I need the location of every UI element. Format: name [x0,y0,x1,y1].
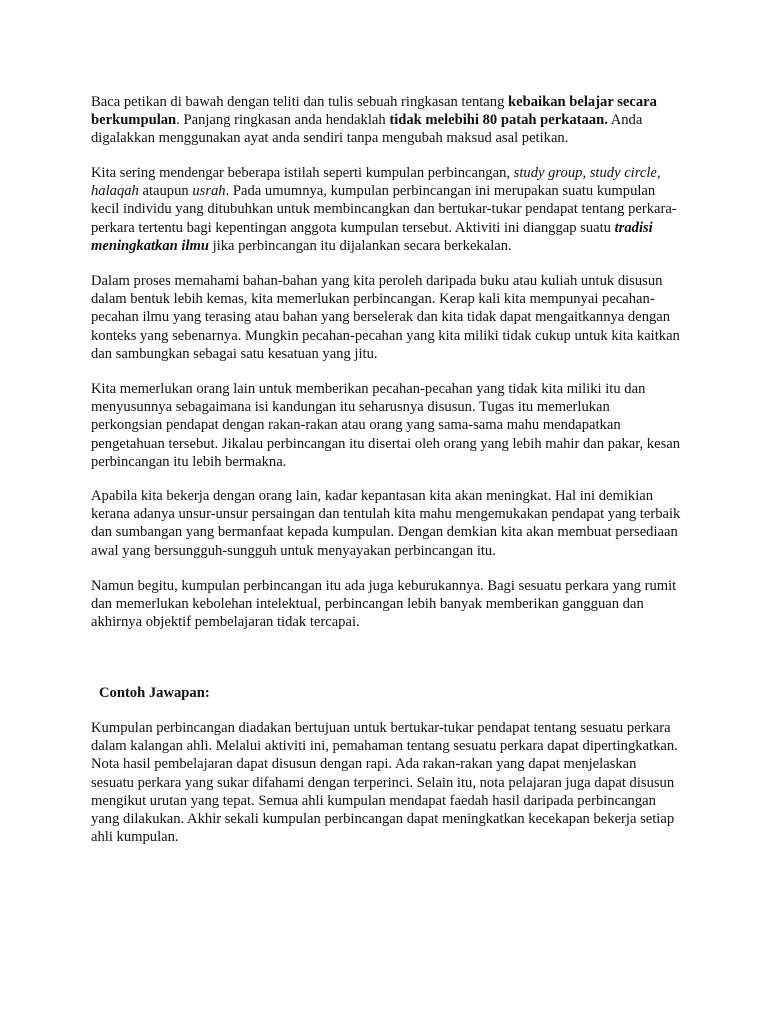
p1-italic-terms: study group, study circle, halaqah [91,165,661,200]
instruction-paragraph [91,93,681,148]
instruction-text-1: Baca petikan di bawah dengan teliti dan tulis sebuah ringkasan tentang [91,94,509,110]
passage-paragraph-4: Apabila kita bekerja dengan orang lain, kadar kepantasan kita akan meningkat. Hal ini demikian kerana adanya unsur-unsur persaingan dan tentulah kita mahu mengemukakan pendapat yang terbaik dan sumbangan yang bermanfaat kepada kumpulan. Dengan demkian kita akan membuat persediaan awal yang bersungguh-sungguh untuk menyayakan perbincangan itu. [91,488,681,559]
passage-paragraph-2: Dalam proses memahami bahan-bahan yang kita peroleh daripada buku atau kuliah untuk disusun dalam bentuk lebih kemas, kita memerlukan perbincangan. Kerap kali kita mempunyai pecahan-pecahan ilmu yang terasing atau bahan yang berselerak dan kita tidak dapat mengaitkannya dengan konteks yang sebenarnya. Mungkin pecahan-pecahan yang kita miliki tidak cukup untuk kita kaitkan dan sambungkan sebagai satu kesatuan yang jitu. [91,273,680,362]
p1-text-3: . Pada umumnya, kumpulan perbincangan ini merupakan suatu kumpulan kecil individu yang ditubuhkan untuk membincangkan dan bertukar-tukar pendapat tentang perkara-perkara tertentu bagi kepentingan anggota kumpulan tersebut. Aktiviti ini dianggap suatu [91,183,677,236]
instruction-text-2: . Panjang ringkasan anda hendaklah [176,112,390,129]
p1-bold-italic-phrase: tradisi meningkatkan ilmu [91,219,653,254]
answer-heading: Contoh Jawapan: [99,685,210,701]
instruction-topic-bold: kebaikan belajar secara berkumpulan [91,94,657,129]
passage-paragraph-5: Namun begitu, kumpulan perbincangan itu ada juga keburukannya. Bagi sesuatu perkara yang rumit dan memerlukan kebolehan intelektual, perbincangan lebih banyak memberikan gangguan dan akhirnya objektif pembelajaran tidak tercapai. [91,578,677,631]
instruction-word-limit-bold: tidak melebihi 80 patah perkataan. [389,112,608,129]
p1-italic-usrah: usrah [192,183,226,200]
p1-text-4: jika perbincangan itu dijalankan secara berkekalan. [209,237,512,254]
instruction-text-3: Anda digalakkan menggunakan ayat anda sendiri tanpa mengubah maksud asal petikan. [91,112,643,147]
p1-text-1: Kita sering mendengar beberapa istilah seperti kumpulan perbincangan, [91,165,514,181]
p1-text-2: ataupun [138,183,193,200]
passage-paragraph-1 [91,164,681,255]
passage-paragraph-3: Kita memerlukan orang lain untuk memberikan pecahan-pecahan yang tidak kita miliki itu dan menyusunnya sebagaimana isi kandungan itu seharusnya disusun. Tugas itu memerlukan perkongsian pendapat dengan rakan-rakan atau orang yang sama-sama mahu mendapatkan pengetahuan tersebut. Jikalau perbincangan itu disertai oleh orang yang lebih mahir dan pakar, kesan perbincangan itu lebih bermakna. [91,381,681,470]
answer-paragraph: Kumpulan perbincangan diadakan bertujuan untuk bertukar-tukar pendapat tentang sesuatu perkara dalam kalangan ahli. Melalui aktiviti ini, pemahaman tentang sesuatu perkara dapat dipertingkatkan. Nota hasil pembelajaran dapat disusun dengan rapi. Ada rakan-rakan yang dapat menjelaskan sesuatu perkara yang sukar difahami dengan terperinci. Selain itu, nota pelajaran juga dapat disusun mengikut urutan yang tepat. Semua ahli kumpulan mendapat faedah hasil daripada perbincangan yang dilakukan. Akhir sekali kumpulan perbincangan dapat meningkatkan kecekapan bekerja setiap ahli kumpulan. [91,720,678,846]
